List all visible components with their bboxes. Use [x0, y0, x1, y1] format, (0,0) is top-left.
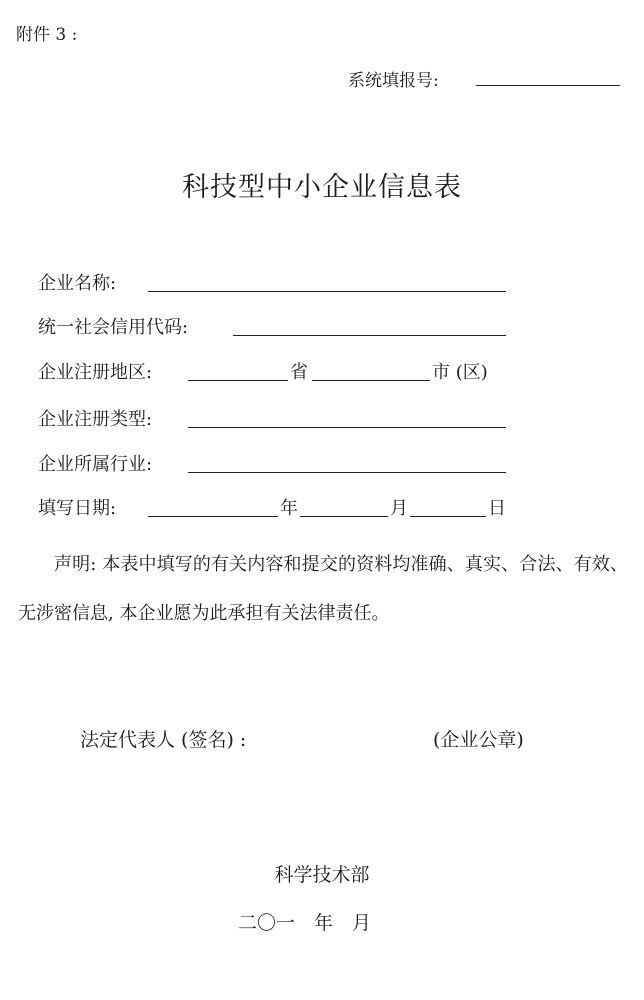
day-field[interactable]	[410, 516, 486, 517]
declaration-statement: 声明: 本表中填写的有关内容和提交的资料均准确、真实、合法、有效、无涉密信息, 本企业愿为此承担有关法律责任。	[18, 554, 628, 624]
region-label: 企业注册地区:	[38, 362, 153, 383]
issuing-ministry: 科学技术部	[274, 864, 370, 886]
month-field[interactable]	[300, 516, 388, 517]
attachment-label: 附件 3 :	[16, 25, 78, 45]
month-label: 月	[390, 498, 408, 519]
fill-date-label: 填写日期:	[38, 498, 117, 519]
credit-code-label: 统一社会信用代码:	[38, 317, 189, 338]
year-label: 年	[280, 498, 298, 519]
industry-field[interactable]	[188, 472, 506, 473]
company-seal-label: (企业公章)	[433, 729, 524, 751]
company-name-label: 企业名称:	[38, 273, 117, 294]
province-field[interactable]	[188, 380, 288, 381]
credit-code-field[interactable]	[233, 335, 506, 336]
legal-representative-signature-label: 法定代表人 (签名) :	[80, 729, 247, 751]
registration-type-field[interactable]	[188, 427, 506, 428]
city-label: 市 (区)	[432, 362, 488, 383]
city-field[interactable]	[312, 380, 430, 381]
footer-date: 二〇一 年 月	[238, 912, 372, 934]
year-field[interactable]	[148, 516, 278, 517]
report-number-label: 系统填报号:	[348, 71, 439, 91]
industry-label: 企业所属行业:	[38, 454, 153, 475]
registration-type-label: 企业注册类型:	[38, 409, 153, 430]
province-label: 省	[290, 362, 308, 383]
day-label: 日	[488, 498, 506, 519]
page-title: 科技型中小企业信息表	[182, 172, 462, 203]
report-number-field[interactable]	[476, 85, 620, 86]
company-name-field[interactable]	[148, 291, 506, 292]
